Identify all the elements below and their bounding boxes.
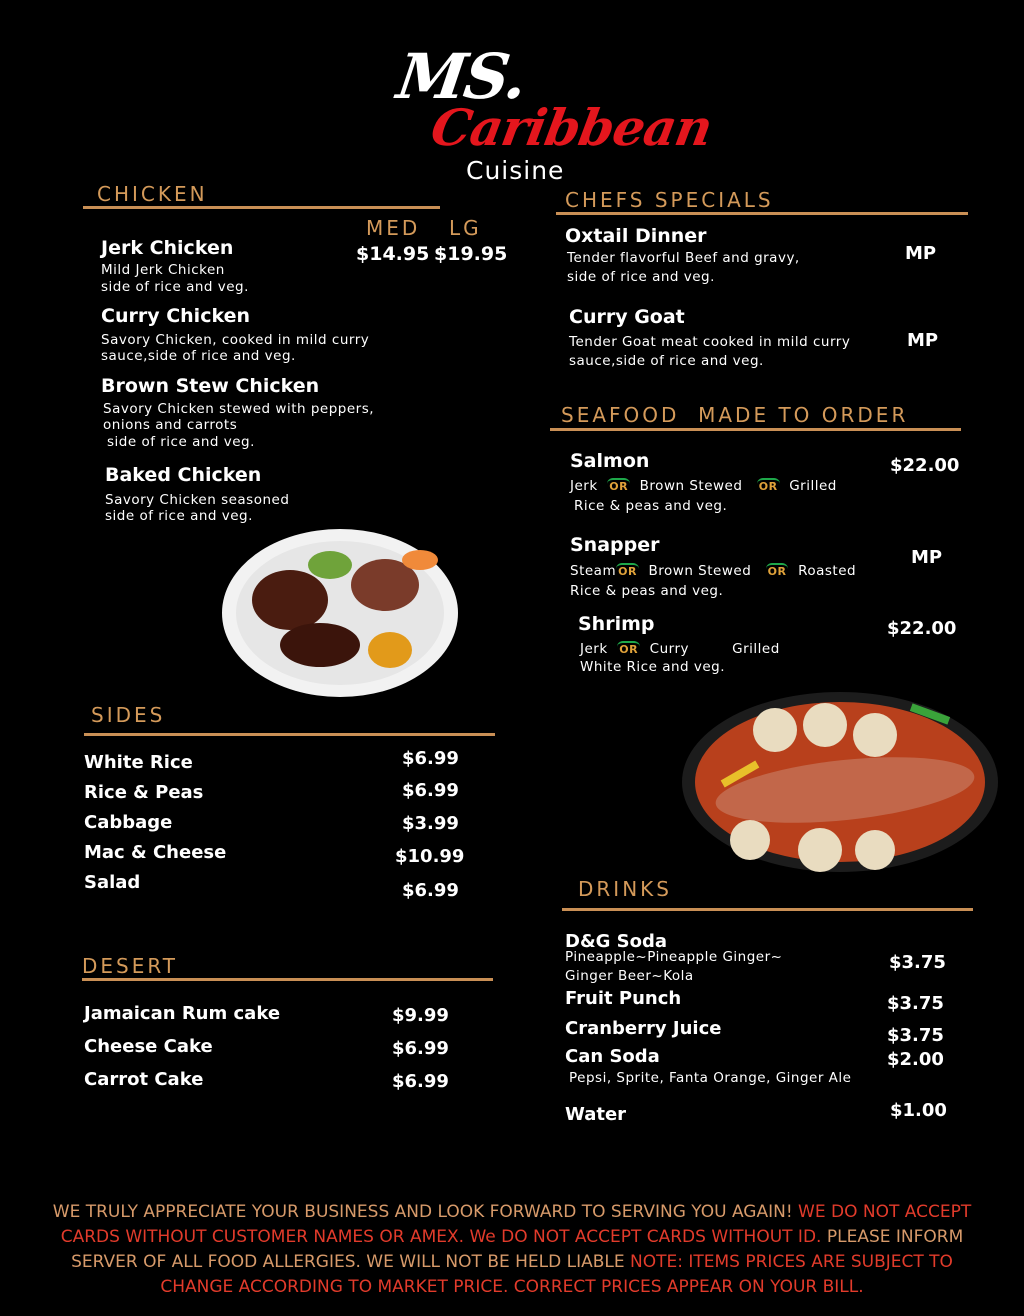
menu-item-desc: onions and carrots bbox=[103, 417, 238, 433]
menu-item-price: $22.00 bbox=[890, 455, 960, 476]
logo-ms: MS. bbox=[392, 40, 530, 113]
drink-item-desc: Ginger Beer~Kola bbox=[565, 968, 694, 984]
side-item-price: $3.99 bbox=[402, 813, 459, 834]
chicken-plate-image bbox=[220, 525, 462, 700]
drink-item-desc: Pepsi, Sprite, Fanta Orange, Ginger Ale bbox=[569, 1070, 852, 1086]
sides-title: SIDES bbox=[91, 703, 166, 727]
specials-title: CHEFS SPECIALS bbox=[565, 188, 774, 212]
side-item-price: $10.99 bbox=[395, 846, 465, 867]
menu-item-desc: Rice & peas and veg. bbox=[574, 498, 728, 514]
or-badge: OR bbox=[758, 480, 778, 493]
side-item-price: $6.99 bbox=[402, 880, 459, 901]
desert-item-name: Jamaican Rum cake bbox=[84, 1003, 281, 1024]
menu-item-price: $22.00 bbox=[887, 618, 957, 639]
menu-item-desc: Savory Chicken, cooked in mild curry bbox=[101, 332, 370, 348]
menu-item-price: MP bbox=[911, 547, 943, 568]
side-item-name: White Rice bbox=[84, 752, 193, 773]
menu-item-options: Jerk OR Brown Stewed OR Grilled bbox=[570, 478, 837, 494]
drink-item-desc: Pineapple~Pineapple Ginger~ bbox=[565, 949, 783, 965]
menu-item-desc: side of rice and veg. bbox=[101, 279, 249, 295]
or-badge: OR bbox=[609, 480, 629, 493]
menu-item-desc: Savory Chicken stewed with peppers, bbox=[103, 401, 375, 417]
drink-item-name: Fruit Punch bbox=[565, 988, 682, 1009]
seafood-rule bbox=[550, 428, 961, 431]
drink-item-price: $2.00 bbox=[887, 1049, 944, 1070]
drink-item-name: D&G Soda bbox=[565, 931, 668, 952]
med-label: MED bbox=[366, 216, 421, 240]
lg-price: $19.95 bbox=[434, 243, 508, 265]
or-badge: OR bbox=[767, 565, 787, 578]
footer-allergies: PLEASE INFORM SERVER OF ALL FOOD ALLERGIES. WE WILL NOT BE HELD LIABLE bbox=[71, 1227, 964, 1272]
menu-item-price: MP bbox=[907, 330, 939, 351]
desert-item-name: Cheese Cake bbox=[84, 1036, 213, 1057]
drink-item-name: Water bbox=[565, 1104, 627, 1125]
side-item-name: Mac & Cheese bbox=[84, 842, 227, 863]
logo-cuisine: Cuisine bbox=[466, 156, 565, 185]
menu-item-name: Jerk Chicken bbox=[101, 237, 234, 259]
drinks-title: DRINKS bbox=[578, 877, 672, 901]
menu-item-options: Steam OR Brown Stewed OR Roasted bbox=[570, 563, 857, 579]
footer-thanks: WE TRULY APPRECIATE YOUR BUSINESS AND LOOK FORWARD TO SERVING YOU AGAIN! bbox=[52, 1202, 799, 1222]
side-item-price: $6.99 bbox=[402, 780, 459, 801]
menu-item-name: Shrimp bbox=[578, 613, 655, 635]
drink-item-price: $1.00 bbox=[890, 1100, 947, 1121]
menu-item-name: Curry Goat bbox=[569, 306, 685, 328]
desert-title: DESERT bbox=[82, 954, 179, 978]
menu-item-desc: sauce,side of rice and veg. bbox=[101, 348, 296, 364]
menu-item-name: Curry Chicken bbox=[101, 305, 250, 327]
footer-cards-policy: WE DO NOT ACCEPT CARDS WITHOUT CUSTOMER NAMES OR AMEX. We DO NOT ACCEPT CARDS WITHOUT ID. bbox=[60, 1202, 972, 1247]
seafood-title: SEAFOOD MADE TO ORDER bbox=[561, 403, 909, 427]
drink-item-name: Can Soda bbox=[565, 1046, 660, 1067]
specials-rule bbox=[556, 212, 968, 215]
drink-item-price: $3.75 bbox=[887, 993, 944, 1014]
menu-item-desc: Tender Goat meat cooked in mild curry bbox=[569, 334, 851, 350]
desert-item-price: $6.99 bbox=[392, 1038, 449, 1059]
footer-notice bbox=[40, 1200, 984, 1300]
menu-item-desc: Tender flavorful Beef and gravy, bbox=[567, 250, 800, 266]
desert-item-price: $9.99 bbox=[392, 1005, 449, 1026]
drink-item-name: Cranberry Juice bbox=[565, 1018, 722, 1039]
med-price: $14.95 bbox=[356, 243, 430, 265]
menu-item-name: Snapper bbox=[570, 534, 660, 556]
or-badge: OR bbox=[618, 565, 637, 578]
menu-item-desc: side of rice and veg. bbox=[107, 434, 255, 450]
menu-item-options: Jerk OR Curry Grilled bbox=[580, 641, 780, 657]
menu-item-name: Baked Chicken bbox=[105, 464, 262, 486]
logo-caribbean: Caribbean bbox=[426, 98, 717, 157]
sides-rule bbox=[84, 733, 495, 736]
menu-item-desc: sauce,side of rice and veg. bbox=[569, 353, 764, 369]
side-item-name: Cabbage bbox=[84, 812, 173, 833]
footer-price-note: NOTE: ITEMS PRICES ARE SUBJECT TO CHANGE ACCORDING TO MARKET PRICE. CORRECT PRICES APPEAR ON YOUR BILL. bbox=[160, 1252, 953, 1297]
menu-item-name: Oxtail Dinner bbox=[565, 225, 707, 247]
drinks-rule bbox=[562, 908, 973, 911]
side-item-name: Rice & Peas bbox=[84, 782, 204, 803]
or-badge: OR bbox=[619, 643, 639, 656]
menu-item-price: MP bbox=[905, 243, 937, 264]
side-item-name: Salad bbox=[84, 872, 141, 893]
menu-item-name: Salmon bbox=[570, 450, 650, 472]
fish-pan-image bbox=[680, 690, 1000, 875]
menu-item-desc: Rice & peas and veg. bbox=[570, 583, 724, 599]
desert-item-name: Carrot Cake bbox=[84, 1069, 204, 1090]
drink-item-price: $3.75 bbox=[887, 1025, 944, 1046]
chicken-rule bbox=[83, 206, 440, 209]
menu-item-desc: side of rice and veg. bbox=[105, 508, 253, 524]
lg-label: LG bbox=[449, 216, 482, 240]
desert-item-price: $6.99 bbox=[392, 1071, 449, 1092]
menu-item-desc: side of rice and veg. bbox=[567, 269, 715, 285]
desert-rule bbox=[82, 978, 493, 981]
menu-item-desc: White Rice and veg. bbox=[580, 659, 726, 675]
drink-item-price: $3.75 bbox=[889, 952, 946, 973]
side-item-price: $6.99 bbox=[402, 748, 459, 769]
chicken-title: CHICKEN bbox=[97, 182, 208, 206]
menu-item-desc: Savory Chicken seasoned bbox=[105, 492, 290, 508]
menu-item-name: Brown Stew Chicken bbox=[101, 375, 320, 397]
menu-item-desc: Mild Jerk Chicken bbox=[101, 262, 225, 278]
